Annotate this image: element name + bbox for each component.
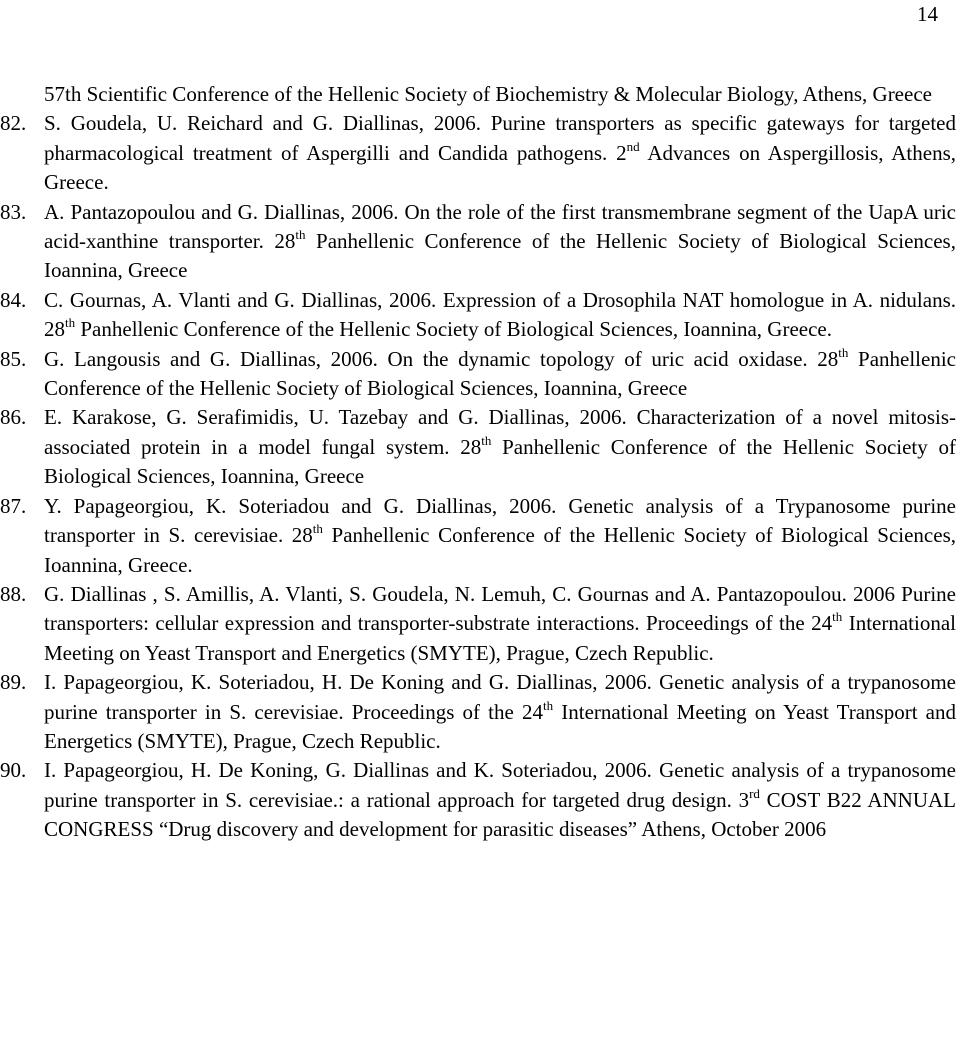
reference-text: Panhellenic Conference of the Hellenic Society of Biological Sciences, Ioannina, Greece: [44, 346, 956, 401]
reference-superscript: th: [542, 697, 554, 713]
reference-text: C. Gournas, A. Vlanti and G. Diallinas, 2006. Expression of a Drosophila NAT homologue in A. nidulans. 28: [44, 287, 956, 342]
reference-item: [0, 109, 956, 197]
reference-text: International Meeting on Yeast Transport and Energetics (SMYTE), Prague, Czech Republic.: [44, 611, 956, 665]
reference-text: Advances on Aspergillosis, Athens, Greece.: [44, 140, 956, 195]
reference-superscript: th: [65, 315, 76, 331]
reference-number: 83.: [0, 199, 27, 224]
reference-text: Panhellenic Conference of the Hellenic Society of Biological Sciences, Ioannina, Greece.: [75, 317, 832, 342]
reference-superscript: nd: [626, 138, 640, 154]
reference-list: [0, 80, 956, 845]
reference-number: 87.: [0, 493, 27, 518]
reference-text: E. Karakose, G. Serafimidis, U. Tazebay and G. Diallinas, 2006. Characterization of a novel mitosis-associated protein in a model fungal system. 28: [44, 405, 956, 459]
reference-number: 84.: [0, 287, 27, 312]
reference-item: [0, 580, 956, 668]
reference-item: [0, 756, 956, 844]
reference-text: I. Papageorgiou, K. Soteriadou, H. De Koning and G. Diallinas, 2006. Genetic analysis of a trypanosome purine transporter in S. cerevisiae. Proceedings of the 24: [44, 670, 956, 724]
page-number: 14: [917, 2, 938, 26]
reference-number: 90.: [0, 758, 27, 783]
reference-text: G. Langousis and G. Diallinas, 2006. On the dynamic topology of uric acid oxidase. 28: [44, 346, 839, 371]
reference-text: Panhellenic Conference of the Hellenic Society of Biological Sciences, Ioannina, Greece: [44, 434, 956, 489]
reference-text: Y. Papageorgiou, K. Soteriadou and G. Diallinas, 2006. Genetic analysis of a Trypanosome purine transporter in S. cerevisiae. 28: [44, 493, 956, 548]
reference-number: 82.: [0, 111, 27, 136]
reference-number: 88.: [0, 581, 27, 606]
reference-superscript: th: [312, 521, 323, 537]
reference-item: [0, 492, 956, 580]
reference-superscript: th: [481, 432, 492, 448]
reference-item: [0, 286, 956, 345]
reference-item: [0, 344, 956, 404]
reference-item: [44, 80, 956, 109]
reference-text: COST B22 ANNUAL CONGRESS “Drug discovery and development for parasitic diseases” Athens, October 2006: [44, 787, 956, 842]
reference-item: [0, 403, 956, 491]
reference-item: [0, 198, 956, 286]
reference-text: Panhellenic Conference of the Hellenic Society of Biological Sciences, Ioannina, Greece: [44, 229, 956, 283]
reference-superscript: th: [295, 227, 306, 243]
reference-text: 57th Scientific Conference of the Hellenic Society of Biochemistry & Molecular Biology, Athens, Greece: [44, 82, 932, 106]
reference-text: Panhellenic Conference of the Hellenic Society of Biological Sciences, Ioannina, Greece.: [44, 523, 956, 577]
reference-text: S. Goudela, U. Reichard and G. Diallinas, 2006. Purine transporters as specific gateways for targeted pharmacological treatment of Aspergilli and Candida pathogens. 2: [44, 111, 956, 165]
reference-item: [0, 668, 956, 756]
reference-number: 89.: [0, 670, 27, 695]
reference-text: I. Papageorgiou, H. De Koning, G. Diallinas and K. Soteriadou, 2006. Genetic analysis of a trypanosome purine transporter in S. cerevisiae.: a rational approach for targeted drug design. 3: [44, 758, 956, 812]
reference-text: A. Pantazopoulou and G. Diallinas, 2006. On the role of the first transmembrane segment of the UapA uric acid-xanthine transporter. 28: [44, 199, 956, 254]
reference-superscript: th: [832, 609, 843, 625]
reference-text: International Meeting on Yeast Transport and Energetics (SMYTE), Prague, Czech Republic.: [44, 699, 956, 753]
reference-superscript: th: [838, 344, 849, 360]
reference-number: 85.: [0, 346, 27, 371]
reference-number: 86.: [0, 405, 27, 430]
reference-superscript: rd: [749, 785, 760, 801]
reference-text: G. Diallinas , S. Amillis, A. Vlanti, S. Goudela, N. Lemuh, C. Gournas and A. Pantazopoulou. 2006 Purine transporters: cellular expression and transporter-substrate interactions. Proceedings of the 24: [44, 581, 956, 636]
